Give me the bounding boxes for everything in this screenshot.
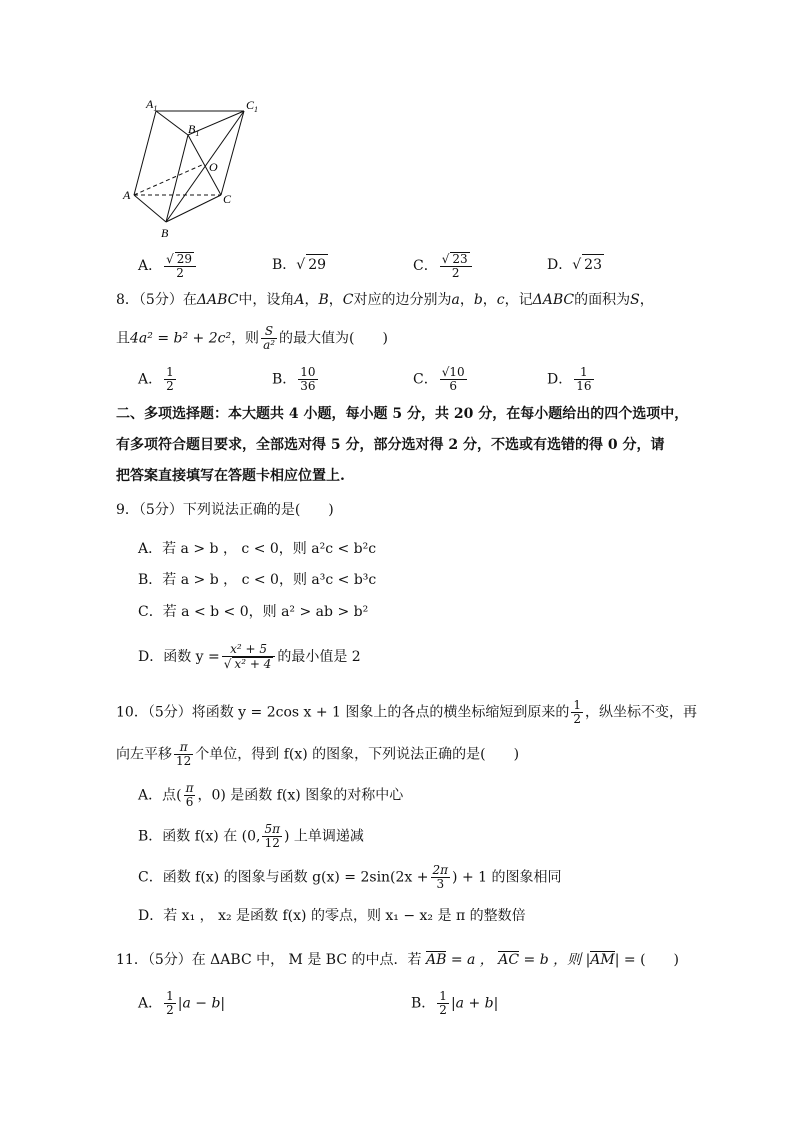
- edge-BB1: [166, 135, 188, 222]
- q11-option-a[interactable]: A． $\frac{1}{2}$ |a − b|: [138, 989, 226, 1017]
- q7-option-d[interactable]: D．√ 23: [547, 254, 604, 275]
- q9-stem: 9．（5分）下列说法正确的是( ): [116, 502, 334, 518]
- q10-option-d[interactable]: D．若 x₁ ， x₂ 是函数 f(x) 的零点，则 x₁ − x₂ 是 π 的整数倍: [138, 908, 526, 924]
- q9-option-b[interactable]: B．若 a > b ， c < 0，则 a³c < b³c: [138, 572, 377, 588]
- section2-line3: 把答案直接填写在答题卡相应位置上.: [116, 468, 345, 484]
- q8-stem-line1: 8．（5分）在ΔABC中，设角A，B，C对应的边分别为a，b，c，记ΔABC的面积为S，: [116, 292, 654, 308]
- q8-option-a[interactable]: A． $\frac{1}{2}$: [138, 365, 174, 393]
- q9-option-d[interactable]: D．函数 y = $\frac{\text{x² + 5}}{\text{√ x² + 4}}$ 的最小值是 2: [138, 642, 361, 671]
- label-A1: $A_1$: [146, 97, 158, 113]
- label-B1: $B_1$: [188, 122, 200, 138]
- q10-option-c[interactable]: C．函数 f(x) 的图象与函数 g(x) = 2sin(2x + $\frac{2\pi}{3}$ ) + 1 的图象相同: [138, 863, 562, 891]
- line-AO-hidden: [134, 164, 204, 195]
- q11-stem: 11．（5分）在 ΔABC 中， M 是 BC 的中点．若 AB = a ， AC = b ，则 |AM| = ( ): [116, 952, 680, 968]
- label-O: O: [209, 160, 218, 174]
- q7-option-c[interactable]: C． $\frac{√ 23}{2}$: [413, 252, 474, 280]
- q8-stem-line2: 且4a² = b² + 2c²，则 $\frac{S}{\text{a²}}$ 的最大值为( ): [116, 324, 388, 352]
- q10-option-b[interactable]: B．函数 f(x) 在 (0, $\frac{5\pi}{12}$ ) 上单调递减: [138, 822, 364, 850]
- label-C1: $C_1$: [246, 98, 259, 114]
- prism-figure: [118, 95, 278, 245]
- q8-option-b[interactable]: B． $\frac{10}{36}$: [272, 365, 316, 393]
- label-C: C: [223, 192, 232, 206]
- edge-AB: [134, 195, 166, 222]
- q8-option-d[interactable]: D． $\frac{1}{16}$: [547, 365, 592, 393]
- q8-option-c[interactable]: C． $\frac{√10}{6}$: [413, 365, 465, 393]
- q10-stem-line1: 10．（5分）将函数 y = 2cos x + 1 图象上的各点的横坐标缩短到原来的 $\frac{1}{2}$ ，纵坐标不变，再: [116, 698, 698, 726]
- q9-option-c[interactable]: C．若 a < b < 0，则 a² > ab > b²: [138, 604, 369, 620]
- section2-line2: 有多项符合题目要求，全部选对得 5 分，部分选对得 2 分，不选或有选错的得 0 分，请: [116, 437, 665, 453]
- edge-A1B1: [156, 111, 188, 135]
- q7-option-a[interactable]: A． $\frac{√ 29}{2}$: [138, 252, 198, 280]
- q9-option-a[interactable]: A．若 a > b ， c < 0，则 a²c < b²c: [138, 541, 377, 557]
- label-B: B: [161, 226, 169, 240]
- label-A: A: [123, 188, 131, 202]
- q10-stem-line2: 向左平移 $\frac{\pi}{12}$ 个单位，得到 f(x) 的图象，下列说法正确的是( ): [116, 740, 520, 768]
- q7-option-b[interactable]: B．√ 29: [272, 254, 328, 275]
- q10-option-a[interactable]: A．点( $\frac{\pi}{6}$ ，0) 是函数 f(x) 图象的对称中心: [138, 781, 404, 809]
- q11-option-b[interactable]: B． $\frac{1}{2}$ |a + b|: [411, 989, 499, 1017]
- section2-line1: 二、多项选择题：本大题共 4 小题，每小题 5 分，共 20 分，在每小题给出的四个选项中，: [116, 406, 689, 422]
- edge-AA1: [134, 111, 156, 195]
- edge-CC1: [221, 111, 244, 195]
- edge-BC: [166, 195, 221, 222]
